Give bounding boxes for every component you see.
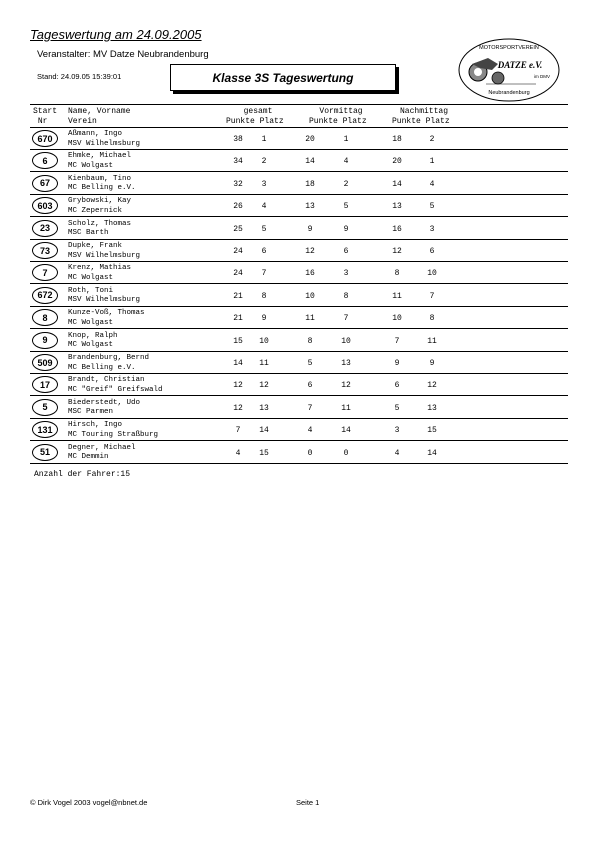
pm-place-cell: 14 bbox=[427, 448, 437, 458]
col-total bbox=[226, 107, 290, 117]
am-place-cell: 14 bbox=[341, 426, 351, 436]
col-total-points: Punkte bbox=[226, 116, 255, 126]
pm-points-cell: 20 bbox=[392, 157, 402, 167]
rider-cell bbox=[68, 220, 131, 239]
total-points-cell: 38 bbox=[233, 135, 243, 144]
table-row bbox=[30, 352, 568, 374]
col-afternoon-sub bbox=[392, 117, 450, 127]
rider-name: Knop, Ralph bbox=[68, 331, 118, 340]
am-place-cell: 3 bbox=[343, 269, 349, 279]
row-separator bbox=[30, 463, 568, 464]
pm-points-cell: 9 bbox=[394, 359, 400, 368]
rider-name: Hirsch, Ingo bbox=[68, 421, 123, 430]
pm-points-cell: 7 bbox=[394, 336, 400, 346]
page-title: Tageswertung am 24.09.2005 bbox=[30, 27, 202, 42]
rider-club: MC Belling e.V. bbox=[68, 184, 136, 193]
total-points-cell: 24 bbox=[233, 247, 243, 256]
total-points-cell: 32 bbox=[233, 179, 243, 189]
logo-text-side: im DMV bbox=[534, 74, 550, 79]
rider-name: Roth, Toni bbox=[68, 286, 114, 295]
rider-club: MC Wolgast bbox=[68, 341, 114, 350]
organizer-label: Veranstalter: MV Datze Neubrandenburg bbox=[37, 49, 209, 60]
pm-place-cell: 12 bbox=[427, 381, 437, 391]
col-nr-label: Nr bbox=[37, 116, 48, 126]
am-points-cell: 14 bbox=[305, 157, 315, 167]
total-points-cell: 25 bbox=[233, 224, 243, 234]
am-points-cell: 13 bbox=[305, 202, 315, 212]
rider-club: MC Belling e.V. bbox=[68, 363, 136, 372]
am-place-cell: 4 bbox=[343, 157, 349, 167]
rider-club: MSC Barth bbox=[68, 229, 109, 238]
rider-name: Krenz, Mathias bbox=[68, 264, 132, 273]
am-place-cell: 2 bbox=[343, 179, 349, 189]
total-place-cell: 14 bbox=[259, 426, 269, 436]
am-points-cell: 6 bbox=[307, 381, 313, 391]
table-row bbox=[30, 442, 568, 464]
col-total-place: Platz bbox=[259, 116, 284, 126]
col-afternoon bbox=[392, 107, 456, 117]
total-points-cell: 12 bbox=[233, 381, 243, 391]
am-place-cell: 13 bbox=[341, 359, 351, 368]
footer-page-number: Seite 1 bbox=[296, 798, 320, 807]
class-title: Klasse 3S Tageswertung bbox=[212, 70, 354, 85]
rider-name: Scholz, Thomas bbox=[68, 219, 132, 228]
start-number-badge: 6 bbox=[32, 152, 58, 169]
class-title-box bbox=[170, 64, 396, 91]
rider-club: MC "Greif" Greifswald bbox=[68, 385, 163, 394]
header-rule-top bbox=[30, 104, 568, 105]
rider-cell bbox=[68, 152, 131, 171]
table-row bbox=[30, 262, 568, 284]
rider-name: Dupke, Frank bbox=[68, 242, 123, 250]
start-number-badge: 9 bbox=[32, 332, 58, 349]
total-points-cell: 15 bbox=[233, 336, 243, 346]
total-place-cell: 9 bbox=[261, 314, 267, 324]
am-points-cell: 18 bbox=[305, 179, 315, 189]
am-place-cell: 10 bbox=[341, 336, 351, 346]
total-place-cell: 3 bbox=[261, 179, 267, 189]
total-place-cell: 6 bbox=[261, 247, 267, 256]
pm-place-cell: 11 bbox=[427, 336, 437, 346]
rider-cell bbox=[68, 242, 140, 261]
start-number-badge: 7 bbox=[32, 264, 58, 281]
col-morning-sub bbox=[309, 117, 367, 127]
col-name-label: Name, Vorname bbox=[68, 107, 131, 116]
rider-cell bbox=[68, 130, 140, 149]
rider-club: MC Demmin bbox=[68, 453, 109, 462]
pm-place-cell: 6 bbox=[429, 247, 435, 256]
club-logo bbox=[458, 38, 560, 102]
rider-cell bbox=[68, 421, 158, 440]
col-morning-place: Platz bbox=[342, 116, 367, 126]
am-place-cell: 12 bbox=[341, 381, 351, 391]
start-number-badge: 670 bbox=[32, 130, 58, 147]
rider-club: MSV Wilhelmsburg bbox=[68, 296, 141, 305]
start-number-badge: 17 bbox=[32, 376, 58, 393]
col-club-label: Verein bbox=[68, 116, 97, 126]
pm-place-cell: 8 bbox=[429, 314, 435, 324]
rider-name: Brandenburg, Bernd bbox=[68, 354, 150, 362]
pm-points-cell: 5 bbox=[394, 403, 400, 413]
logo-text-top: MOTORSPORTVEREIN bbox=[479, 45, 539, 51]
total-place-cell: 15 bbox=[259, 448, 269, 458]
start-number-badge: 509 bbox=[32, 354, 58, 371]
table-row bbox=[30, 285, 568, 307]
total-place-cell: 2 bbox=[261, 157, 267, 167]
rider-name: Kunze-Voß, Thomas bbox=[68, 309, 145, 318]
stand-timestamp: Stand: 24.09.05 15:39:01 bbox=[37, 72, 122, 81]
total-points-cell: 12 bbox=[233, 403, 243, 413]
total-points-cell: 14 bbox=[233, 359, 243, 368]
start-number-badge: 131 bbox=[32, 421, 58, 438]
am-points-cell: 8 bbox=[307, 336, 313, 346]
table-row bbox=[30, 218, 568, 240]
rider-count: Anzahl der Fahrer:15 bbox=[34, 470, 131, 479]
table-row bbox=[30, 128, 568, 150]
rider-cell bbox=[68, 175, 136, 194]
col-morning-label: Vormittag bbox=[319, 107, 363, 116]
start-number-badge: 672 bbox=[32, 287, 58, 304]
col-start bbox=[33, 107, 57, 126]
am-points-cell: 5 bbox=[307, 359, 313, 368]
col-total-sub bbox=[226, 117, 284, 127]
pm-place-cell: 3 bbox=[429, 224, 435, 234]
rider-club: MSV Wilhelmsburg bbox=[68, 251, 141, 260]
total-place-cell: 10 bbox=[259, 336, 269, 346]
pm-points-cell: 16 bbox=[392, 224, 402, 234]
footer-copyright: © Dirk Vogel 2003 vogel@nbnet.de bbox=[30, 798, 148, 807]
start-number-badge: 5 bbox=[32, 399, 58, 416]
col-afternoon-points: Punkte bbox=[392, 116, 421, 126]
table-row bbox=[30, 307, 568, 329]
am-points-cell: 4 bbox=[307, 426, 313, 436]
am-place-cell: 8 bbox=[343, 291, 349, 301]
total-points-cell: 24 bbox=[233, 269, 243, 279]
rider-club: MC Zepernick bbox=[68, 206, 123, 215]
col-name bbox=[68, 107, 130, 126]
pm-points-cell: 14 bbox=[392, 179, 402, 189]
rider-name: Biederstedt, Udo bbox=[68, 398, 141, 407]
pm-place-cell: 10 bbox=[427, 269, 437, 279]
am-points-cell: 0 bbox=[307, 448, 313, 458]
am-points-cell: 11 bbox=[305, 314, 315, 324]
am-points-cell: 10 bbox=[305, 291, 315, 301]
pm-place-cell: 13 bbox=[427, 403, 437, 413]
start-number-badge: 73 bbox=[32, 242, 58, 259]
am-place-cell: 0 bbox=[343, 448, 349, 458]
table-row bbox=[30, 173, 568, 195]
rider-name: Aßmann, Ingo bbox=[68, 130, 123, 138]
pm-place-cell: 15 bbox=[427, 426, 437, 436]
start-number-badge: 51 bbox=[32, 444, 58, 461]
rider-club: MC Touring Straßburg bbox=[68, 430, 159, 439]
rider-cell bbox=[68, 197, 131, 216]
start-number-badge: 23 bbox=[32, 220, 58, 237]
rider-cell bbox=[68, 444, 136, 463]
total-place-cell: 1 bbox=[261, 135, 267, 144]
rider-club: MC Wolgast bbox=[68, 273, 114, 282]
pm-place-cell: 2 bbox=[429, 135, 435, 144]
rider-name: Ehmke, Michael bbox=[68, 152, 132, 161]
total-place-cell: 5 bbox=[261, 224, 267, 234]
total-place-cell: 7 bbox=[261, 269, 267, 279]
rider-club: MSV Wilhelmsburg bbox=[68, 139, 141, 148]
am-place-cell: 11 bbox=[341, 403, 351, 413]
pm-points-cell: 6 bbox=[394, 381, 400, 391]
total-place-cell: 11 bbox=[259, 359, 269, 368]
start-number-badge: 67 bbox=[32, 175, 58, 192]
start-number-badge: 8 bbox=[32, 309, 58, 326]
table-row bbox=[30, 240, 568, 262]
logo-text-main: DATZE e.V. bbox=[497, 60, 543, 70]
col-start-label: Start bbox=[33, 107, 58, 116]
rider-name: Brandt, Christian bbox=[68, 376, 145, 385]
pm-points-cell: 3 bbox=[394, 426, 400, 436]
pm-points-cell: 11 bbox=[392, 291, 402, 301]
rider-cell bbox=[68, 264, 131, 283]
col-afternoon-label: Nachmittag bbox=[399, 107, 448, 116]
am-place-cell: 5 bbox=[343, 202, 349, 212]
table-row bbox=[30, 397, 568, 419]
am-points-cell: 9 bbox=[307, 224, 313, 234]
total-points-cell: 21 bbox=[233, 291, 243, 301]
rider-cell bbox=[68, 287, 140, 306]
col-total-label: gesamt bbox=[243, 107, 273, 116]
total-points-cell: 26 bbox=[233, 202, 243, 212]
pm-points-cell: 8 bbox=[394, 269, 400, 279]
pm-points-cell: 10 bbox=[392, 314, 402, 324]
am-place-cell: 6 bbox=[343, 247, 349, 256]
am-place-cell: 1 bbox=[343, 135, 349, 144]
rider-club: MC Wolgast bbox=[68, 161, 114, 170]
am-points-cell: 20 bbox=[305, 135, 315, 144]
rider-name: Kienbaum, Tino bbox=[68, 174, 132, 183]
col-morning bbox=[309, 107, 373, 117]
total-points-cell: 34 bbox=[233, 157, 243, 167]
total-points-cell: 4 bbox=[235, 448, 241, 458]
col-afternoon-place: Platz bbox=[425, 116, 450, 126]
pm-points-cell: 12 bbox=[392, 247, 402, 256]
rider-cell bbox=[68, 354, 149, 373]
pm-place-cell: 5 bbox=[429, 202, 435, 212]
table-row bbox=[30, 330, 568, 352]
total-place-cell: 12 bbox=[259, 381, 269, 391]
rider-name: Degner, Michael bbox=[68, 443, 136, 452]
pm-points-cell: 4 bbox=[394, 448, 400, 458]
table-row bbox=[30, 374, 568, 396]
total-place-cell: 13 bbox=[259, 403, 269, 413]
total-place-cell: 8 bbox=[261, 291, 267, 301]
total-points-cell: 21 bbox=[233, 314, 243, 324]
pm-points-cell: 13 bbox=[392, 202, 402, 212]
am-points-cell: 7 bbox=[307, 403, 313, 413]
pm-place-cell: 9 bbox=[429, 359, 435, 368]
total-place-cell: 4 bbox=[261, 202, 267, 212]
col-morning-points: Punkte bbox=[309, 116, 338, 126]
rider-cell bbox=[68, 376, 163, 395]
am-points-cell: 12 bbox=[305, 247, 315, 256]
table-row bbox=[30, 150, 568, 172]
am-place-cell: 7 bbox=[343, 314, 349, 324]
am-points-cell: 16 bbox=[305, 269, 315, 279]
total-points-cell: 7 bbox=[235, 426, 241, 436]
am-place-cell: 9 bbox=[343, 224, 349, 234]
rider-name: Grybowski, Kay bbox=[68, 197, 132, 206]
pm-place-cell: 4 bbox=[429, 179, 435, 189]
pm-place-cell: 1 bbox=[429, 157, 435, 167]
start-number-badge: 603 bbox=[32, 197, 58, 214]
rider-cell bbox=[68, 309, 145, 328]
rider-club: MSC Parmen bbox=[68, 408, 114, 417]
rider-club: MC Wolgast bbox=[68, 318, 114, 327]
pm-place-cell: 7 bbox=[429, 291, 435, 301]
rider-cell bbox=[68, 332, 118, 351]
pm-points-cell: 18 bbox=[392, 135, 402, 144]
rider-cell bbox=[68, 399, 140, 418]
logo-text-bottom: Neubrandenburg bbox=[488, 90, 530, 96]
table-row bbox=[30, 195, 568, 217]
table-row bbox=[30, 419, 568, 441]
